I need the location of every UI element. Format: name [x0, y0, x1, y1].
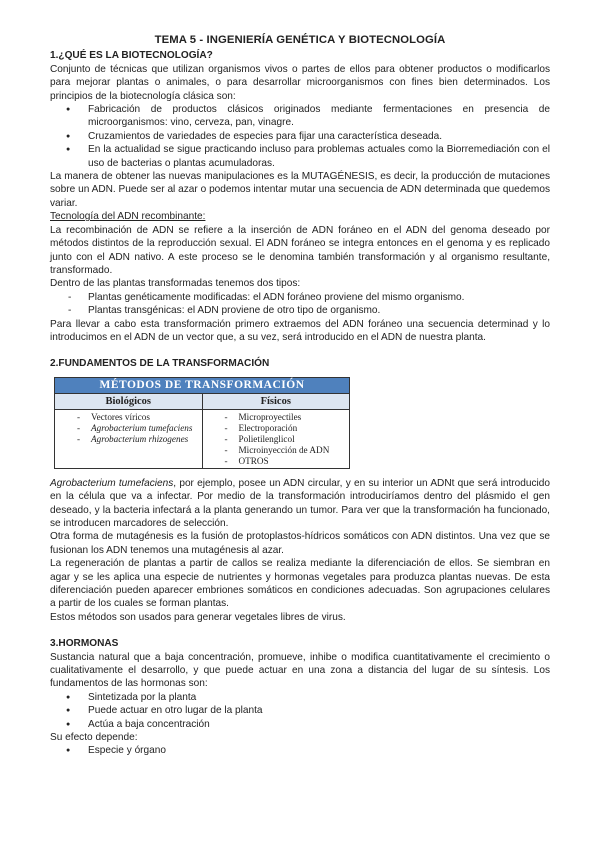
- biological-header: Biológicos: [55, 394, 202, 410]
- section-1-heading: 1.¿QUÉ ES LA BIOTECNOLOGÍA?: [50, 50, 213, 62]
- s1-types-intro: Dentro de las plantas transformadas tenemos dos tipos:: [50, 278, 301, 290]
- agro-term: Agrobacterium tumefaciens: [50, 477, 174, 489]
- s2-agro-paragraph: [50, 477, 550, 531]
- list-item: ● Actúa a baja concentración: [50, 718, 550, 731]
- s1-types-list: [50, 291, 550, 318]
- table-item: - Electroporación: [203, 423, 350, 434]
- list-item: - Plantas genéticamente modificadas: el ADN foráneo proviene del mismo organismo.: [50, 291, 550, 304]
- table-item: - OTROS: [203, 456, 350, 467]
- document-title: TEMA 5 - INGENIERÍA GENÉTICA Y BIOTECNOLOGÍA: [154, 34, 446, 46]
- table-item: - Microinyección de ADN: [203, 445, 350, 456]
- table-item: - Vectores víricos: [55, 412, 202, 423]
- table-item: - Agrobacterium tumefaciens: [55, 423, 202, 434]
- methods-table-title: MÉTODOS DE TRANSFORMACIÓN: [55, 378, 349, 394]
- list-item: - Plantas transgénicas: el ADN proviene de otro tipo de organismo.: [50, 304, 550, 317]
- s2-fusion: Otra forma de mutagénesis es la fusión de protoplastos-hídricos somáticos con ADN distintos. Una vez que se fusionan los ADN tenemos una mutagénesis al azar.: [50, 531, 550, 556]
- s1-bullet-list: [50, 103, 550, 170]
- list-item: ● Fabricación de productos clásicos originados mediante fermentaciones en presencia de microorganismos: vino, cerveza, pan, vinagre.: [50, 103, 550, 130]
- list-item: ● Cruzamientos de variedades de especies para fijar una característica deseada.: [50, 130, 550, 143]
- physical-column: [202, 394, 350, 468]
- list-item: ● Especie y órgano: [50, 744, 550, 757]
- table-item: - Microproyectiles: [203, 412, 350, 423]
- s1-subheading: Tecnología del ADN recombinante:: [50, 211, 206, 223]
- s1-intro: Conjunto de técnicas que utilizan organismos vivos o partes de ellos para obtener productos o modificarlos para mejorar plantas o animales, o para desarrollar microorganismos con fines bien determinados. Los principios de la biotecnología clásica son:: [50, 63, 550, 102]
- s2-regen: La regeneración de plantas a partir de callos se realiza mediante la diferenciación de ellos. Se siembran en agar y se les aplica una especie de nutrientes y hormonas vegetales para produzca plantas nuevas. De esta diferenciación pueden aparecer embriones somáticos en condiciones adecuadas. Son agrupaciones celulares a partir de los cuales se forman plantas.: [50, 558, 550, 610]
- s2-virus: Estos métodos son usados para generar vegetales libres de virus.: [50, 611, 346, 623]
- agro-text: , por ejemplo, posee un ADN circular, y en su interior un ADNt que será introducido en la célula que va a infectar. Por medio de la transformación introduciríamos dentro del plásmido el gen deseado, y la bacteria infectará a la planta generando un tumor. Para ver que la transformación ha funcionado, se introducen marcadores de selección.: [50, 477, 550, 529]
- table-item: - Polietilenglicol: [203, 434, 350, 445]
- s1-recomb: La recombinación de ADN se refiere a la inserción de ADN foráneo en el ADN del genoma deseado por métodos distintos de la reproducción sexual. El ADN foráneo se integra entonces en el genoma y es replicado junto con el ADN nativo. A este proceso se le denomina también transformación y al organismo resultante, transformado.: [50, 224, 550, 276]
- table-item: - Agrobacterium rhizogenes: [55, 434, 202, 445]
- list-item: ● Puede actuar en otro lugar de la planta: [50, 704, 550, 717]
- methods-table: [54, 377, 350, 469]
- s3-intro: Sustancia natural que a baja concentración, promueve, inhibe o modifica cuantitativamente el crecimiento o cualitativamente el desarrollo, y que puede actuar en una zona a distancia del lugar de su síntesis. Los fundamentos de las hormonas son:: [50, 651, 550, 690]
- s1-mutagenesis: La manera de obtener las nuevas manipulaciones es la MUTAGÉNESIS, es decir, la producción de mutaciones sobre un ADN. Puede ser al azar o podemos intentar mutar una secuencia de ADN determinada que quedemos variar.: [50, 171, 550, 209]
- list-item: ● En la actualidad se sigue practicando incluso para problemas actuales como la Biorremediación con el uso de bacterias o plantas acumuladoras.: [50, 143, 550, 170]
- biological-column: [55, 394, 202, 468]
- section-2-heading: 2.FUNDAMENTOS DE LA TRANSFORMACIÓN: [50, 358, 270, 370]
- s3-effect-list: [50, 744, 550, 757]
- s3-effect: Su efecto depende:: [50, 732, 138, 744]
- physical-header: Físicos: [203, 394, 350, 410]
- list-item: ● Sintetizada por la planta: [50, 691, 550, 704]
- section-3-heading: 3.HORMONAS: [50, 638, 119, 650]
- s1-process: Para llevar a cabo esta transformación primero extraemos del ADN foráneo una secuencia determinad y lo introducimos en el ADN de un vector que, a su vez, será introducido en el ADN de nuestra planta.: [50, 318, 550, 343]
- s3-bullet-list: [50, 691, 550, 731]
